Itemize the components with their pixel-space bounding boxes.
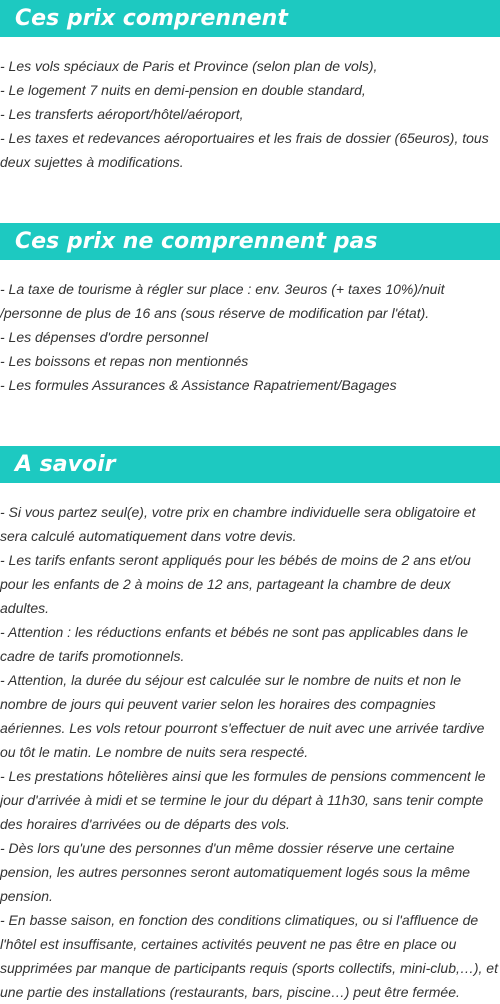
section-good-to-know (0, 446, 500, 1004)
list-item: - Le logement 7 nuits en demi-pension en double standard, (0, 82, 366, 98)
section-title: Ces prix ne comprennent pas (0, 223, 500, 260)
list-item: - En basse saison, en fonction des conditions climatiques, ou si l'affluence de l'hôtel est insuffisante, certaines activités peuvent ne pas être en place ou supprimées par manque de participants requis (sports collectifs, mini-club,…), et une partie des installations (restaurants, bars, piscine…) peut être fermée. (0, 912, 498, 1000)
section-list (0, 500, 500, 1004)
list-item: - Les tarifs enfants seront appliqués pour les bébés de moins de 2 ans et/ou pour les enfants de 2 à moins de 12 ans, partageant la chambre de deux adultes. (0, 552, 471, 616)
list-item: - Attention : les réductions enfants et bébés ne sont pas applicables dans le cadre de tarifs promotionnels. (0, 624, 469, 664)
list-item: - Attention, la durée du séjour est calculée sur le nombre de nuits et non le nombre de jours qui peuvent varier selon les horaires des compagnies aériennes. Les vols retour pourront s'effectuer de nuit avec une arrivée tardive ou tôt le matin. Le nombre de nuits sera respecté. (0, 672, 485, 760)
section-prices-include (0, 0, 500, 174)
section-title: Ces prix comprennent (0, 0, 500, 37)
section-title: A savoir (0, 446, 500, 483)
list-item: - Les boissons et repas non mentionnés (0, 353, 249, 369)
list-item: - La taxe de tourisme à régler sur place : env. 3euros (+ taxes 10%)/nuit /personne de plus de 16 ans (sous réserve de modification par l'état). (0, 281, 445, 321)
section-list (0, 54, 500, 174)
list-item: - Si vous partez seul(e), votre prix en chambre individuelle sera obligatoire et sera calculé automatiquement dans votre devis. (0, 504, 476, 544)
list-item: - Les prestations hôtelières ainsi que les formules de pensions commencent le jour d'arrivée à midi et se termine le jour du départ à 11h30, sans tenir compte des horaires d'arrivées ou de départs des vols. (0, 768, 486, 832)
section-list (0, 277, 500, 397)
list-item: - Les transferts aéroport/hôtel/aéroport, (0, 106, 244, 122)
list-item: - Les formules Assurances & Assistance Rapatriement/Bagages (0, 377, 397, 393)
list-item: - Dès lors qu'une des personnes d'un même dossier réserve une certaine pension, les autres personnes seront automatiquement logés sous la même pension. (0, 840, 471, 904)
list-item: - Les dépenses d'ordre personnel (0, 329, 209, 345)
list-item: - Les vols spéciaux de Paris et Province (selon plan de vols), (0, 58, 378, 74)
section-prices-exclude (0, 223, 500, 397)
list-item: - Les taxes et redevances aéroportuaires et les frais de dossier (65euros), tous deux sujettes à modifications. (0, 130, 489, 170)
